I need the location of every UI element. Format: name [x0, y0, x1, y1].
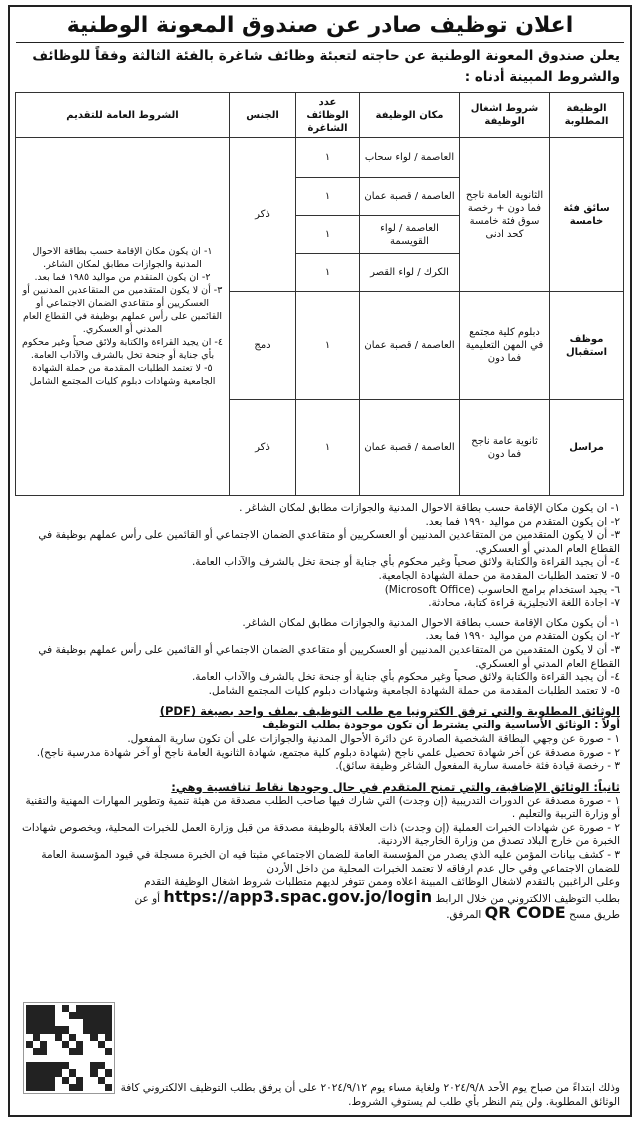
list-item: ٢- ان يكون المتقدم من مواليد ١٩٩٠ فما بعد. — [425, 630, 620, 643]
general-condition-item: ٣- أن لا يكون المتقدمين من المتقاعدين المدنيين أو العسكريين أو متقاعدي الضمان الاجتماعي أو القائمين على رأس عملهم بوظيفة في القطاع العام المدني أو العسكري. — [22, 285, 223, 335]
list-item: ٣ - كشف بيانات المؤمن عليه الذي يصدر من المؤسسة العامة للضمان الاجتماعي مثبتا فيه ان الخبرة مسجلة في قيود المؤسسة العامة للضمان الاجتماعي وفي حال عدم ارفاقه لا تعتمد الخبرات المحلية من داخل الأردن — [41, 849, 620, 875]
qr-code-label: QR CODE — [484, 903, 566, 923]
job-vacancies: ١ — [296, 400, 360, 496]
list-item: ١ - صورة مصدقة عن الدورات التدريبية (إن وجدت) التي شارك فيها صاحب الطلب مصدقة من هيئة تنمية وتطوير المهارات المهنية والتقنية أو وزارة التربية والتعليم . — [25, 794, 620, 821]
apply-text: وعلى الراغبين بالتقدم لاشغال الوظائف المبينة اعلاه وممن تتوفر لديهم متطلبات شروط اشغال الوظيفة التقدم بطلب التوظيف الالكتروني من خلال الرابط — [144, 876, 620, 905]
job-requirements: دبلوم كلية مجتمع في المهن التعليمية فما دون — [460, 292, 550, 400]
job-location: الكرك / لواء القصر — [360, 254, 460, 292]
jobs-table — [15, 92, 624, 496]
list-item: ١- ان يكون مكان الإقامة حسب بطاقة الاحوال المدنية والجوازات مطابق لمكان الشاغر . — [239, 502, 620, 514]
job-vacancies: ١ — [296, 292, 360, 400]
job-vacancies: ١ — [296, 178, 360, 216]
job-gender: ذكر — [230, 400, 296, 496]
general-condition-item: ٢- ان يكون المتقدم من مواليد ١٩٨٥ فما بعد. — [34, 272, 211, 283]
job-gender: ذكر — [230, 138, 296, 292]
job-vacancies: ١ — [296, 254, 360, 292]
job-location: العاصمة / لواء القويسمة — [360, 216, 460, 254]
job-vacancies: ١ — [296, 216, 360, 254]
job-announcement — [8, 5, 632, 1117]
list-item: ٢ - صورة مصدقة عن آخر شهادة تحصيل علمي ناجح (شهادة دبلوم كلية مجتمع، شهادة الثانوية العامة ناجح أو آخر شهادة مدرسية ناجح). — [36, 746, 620, 759]
list-item: ٤- أن يجيد القراءة والكتابة ولائق صحياً وغير محكوم بأي جناية أو جنحة تخل بالشرف والآداب العامة. — [191, 556, 620, 569]
job-driver: سائق فئة خامسة — [550, 138, 624, 292]
qr-text-pre: أو عن طريق مسح — [134, 892, 620, 922]
list-item: ٤- أن يجيد القراءة والكتابة ولائق صحياً وغير محكوم بأي جناية أو جنحة تخل بالشرف والآداب العامة. — [191, 671, 620, 684]
general-conditions — [16, 138, 230, 496]
messenger-conditions — [10, 617, 630, 699]
job-gender: دمج — [230, 292, 296, 400]
list-item: ٢- ان يكون المتقدم من مواليد ١٩٩٠ فما بعد. — [425, 515, 620, 528]
list-item: ١- أن يكون مكان الإقامة حسب بطاقة الاحوال المدنية والجوازات مطابق لمكان الشاغر. — [242, 616, 620, 629]
apply-instructions — [20, 876, 620, 923]
list-item: ١ - صورة عن وجهي البطاقة الشخصية الصادرة عن دائرة الأحوال المدنية والجوازات على أن تكون سارية المفعول. — [127, 732, 620, 745]
list-item: ٥- لا تعتمد الطلبات المقدمة من حملة الشهادة الجامعية وشهادات دبلوم كليات المجتمع الشامل. — [208, 684, 620, 697]
documents-section — [10, 704, 630, 923]
job-location: العاصمة / قصبة عمان — [360, 178, 460, 216]
list-item: ٦- يجيد استخدام برامج الحاسوب (Microsoft Office) — [384, 583, 620, 596]
header-vacancies: عدد الوظائف الشاغرة — [296, 93, 360, 138]
qr-code-image[interactable] — [24, 1003, 114, 1093]
list-item: ٣- أن لا يكون المتقدمين من المتقاعدين المدنيين أو العسكريين أو متقاعدي الضمان الاجتماعي أو القائمين على رأس عملهم بوظيفة في القطاع العام المدني أو العسكري. — [38, 529, 620, 555]
job-messenger: مراسل — [550, 400, 624, 496]
header-general-conditions: الشروط العامة للتقديم — [16, 93, 230, 138]
general-condition-item: ٤- ان يجيد القراءة والكتابة ولائق صحياً وغير محكوم بأي جناية أو جنحة تخل بالشرف والآداب العامة. — [22, 337, 223, 361]
job-receptionist: موظف استقبال — [550, 292, 624, 400]
list-item: ٣- أن لا يكون المتقدمين من المتقاعدين المدنيين أو العسكريين أو متقاعدي الضمان الاجتماعي أو القائمين على رأس عملهم بوظيفة في القطاع العام المدني أو العسكري. — [38, 643, 620, 670]
table-row — [16, 138, 624, 178]
job-location: العاصمة / قصبة عمان — [360, 292, 460, 400]
basic-documents-heading: أولاً : الوثائق الأساسية والتي يشترط أن تكون موجودة بطلب التوظيف — [262, 719, 620, 732]
header-job: الوظيفة المطلوبة — [550, 93, 624, 138]
job-requirements: ثانوية عامة ناجح فما دون — [460, 400, 550, 496]
general-condition-item: ١- ان يكون مكان الإقامة حسب بطاقة الاحوال المدنية والجوازات مطابق لمكان الشاغر. — [32, 246, 213, 270]
job-location: العاصمة / لواء سحاب — [360, 138, 460, 178]
header-location: مكان الوظيفة — [360, 93, 460, 138]
header-requirements: شروط اشغال الوظيفة — [460, 93, 550, 138]
table-header-row — [16, 93, 624, 138]
documents-heading: الوثائق المطلوبة والتي ترفق الكترونيا مع طلب التوظيف بملف واحد بصيغة (PDF) — [159, 704, 620, 719]
closing-note: وذلك ابتداءً من صباح يوم الأحد ٢٠٢٤/٩/٨ ولغاية مساء يوم ٢٠٢٤/٩/١٢ على أن يرفق بطلب التوظيف الالكتروني كافة الوثائق المطلوبة. ولن يتم النظر بأي طلب لم يستوفِ الشروط. — [120, 1082, 620, 1108]
qr-text-post: المرفق. — [446, 909, 482, 922]
job-requirements: الثانوية العامة ناجح فما دون + رخصة سوق فئة خامسة كحد ادنى — [460, 138, 550, 292]
announcement-title: اعلان توظيف صادر عن صندوق المعونة الوطنية — [66, 13, 574, 38]
announcement-intro: يعلن صندوق المعونة الوطنية عن حاجته لتعبئة وظائف شاغرة بالفئة الثالثة وفقاً للوظائف والشروط المبينة أدناه : — [32, 48, 620, 85]
job-vacancies: ١ — [296, 138, 360, 178]
list-item: ٥- لا تعتمد الطلبات المقدمة من حملة الشهادة الجامعية. — [378, 569, 620, 582]
list-item: ٣ - رخصة قيادة فئة خامسة سارية المفعول الشاغر وظيفة سائق). — [335, 760, 620, 773]
list-item: ٢ - صورة عن شهادات الخبرات العملية (إن وجدت) ذات العلاقة بالوظيفة مصدقة من قبل وزارة العمل للخبرات المحلية، وبخصوص شهادات الخبرة من خارج البلاد تصدق من وزارة الخارجية الاردنية. — [21, 821, 620, 848]
additional-documents-heading: ثانياً: الوثائق الإضافية، والتي تمنح المتقدم في حال وجودها نقاط تنافسية وهي: — [171, 779, 620, 794]
job-location: العاصمة / قصبة عمان — [360, 400, 460, 496]
receptionist-conditions — [10, 502, 630, 611]
header-gender: الجنس — [230, 93, 296, 138]
application-link[interactable]: https://app3.spac.gov.jo/login — [163, 886, 433, 906]
general-condition-item: ٥- لا تعتمد الطلبات المقدمة من حملة الشهادة الجامعية وشهادات دبلوم كليات المجتمع الشامل — [29, 363, 216, 387]
list-item: ٧- اجادة اللغة الانجليزية قراءة كتابة، محادثة. — [428, 597, 620, 610]
